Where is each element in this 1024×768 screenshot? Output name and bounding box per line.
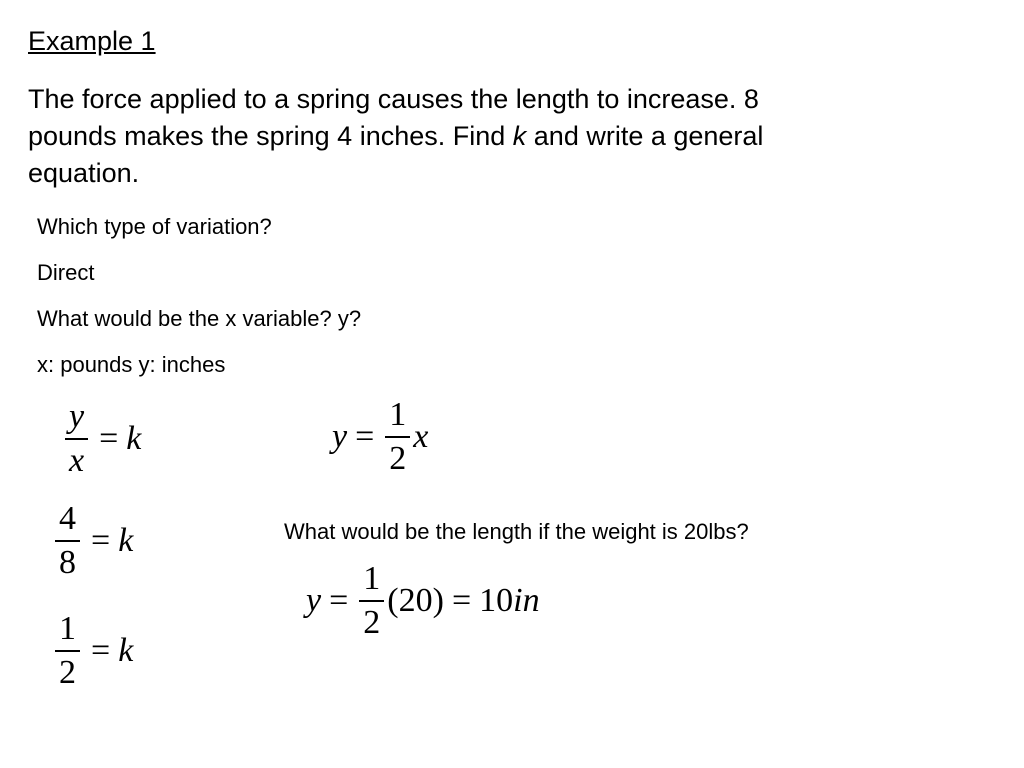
equals-sign: = xyxy=(91,632,111,669)
problem-line-2-end: and write a general xyxy=(526,121,764,151)
constant-k: k xyxy=(118,522,134,559)
fraction-one-half xyxy=(55,612,80,690)
equation-one-half-equals-k xyxy=(52,612,133,690)
question-variation-type: Which type of variation? xyxy=(37,214,272,239)
equation-y-equals-half-x xyxy=(332,398,428,476)
equation-four-eighths-equals-k xyxy=(52,502,133,580)
constant-k: k xyxy=(118,632,134,669)
fraction-one-half xyxy=(359,562,384,640)
problem-line-3: equation. xyxy=(28,158,140,188)
fraction-denominator: 2 xyxy=(59,654,76,691)
fraction-numerator: y xyxy=(69,398,85,435)
equals-sign: = xyxy=(329,582,349,619)
variable-x: x xyxy=(413,418,429,455)
fraction-denominator: 8 xyxy=(59,544,76,581)
question-length-at-20lbs: What would be the length if the weight is 20lbs? xyxy=(284,519,749,544)
problem-line-1: The force applied to a spring causes the length to increase. 8 xyxy=(28,84,759,114)
equation-length-result xyxy=(306,562,540,640)
variable-y: y xyxy=(332,418,348,455)
fraction-numerator: 1 xyxy=(389,396,407,433)
question-variables: What would be the x variable? y? xyxy=(37,306,362,331)
equals-sign: = xyxy=(99,420,119,457)
answer-variables: x: pounds y: inches xyxy=(37,352,226,377)
fraction-one-half xyxy=(385,398,410,476)
weight-value: (20) xyxy=(387,582,444,619)
equals-sign: = xyxy=(355,418,375,455)
fraction-denominator: x xyxy=(69,442,85,479)
problem-statement xyxy=(28,81,928,192)
fraction-four-eighths xyxy=(55,502,80,580)
equation-y-over-x-equals-k xyxy=(62,400,141,478)
answer-variation-type: Direct xyxy=(37,260,95,285)
constant-k: k xyxy=(126,420,142,457)
equals-sign: = xyxy=(91,522,111,559)
problem-line-2-start: pounds makes the spring 4 inches. Find xyxy=(28,121,513,151)
fraction-numerator: 4 xyxy=(59,500,76,537)
problem-line-2 xyxy=(28,118,928,155)
fraction-denominator: 2 xyxy=(363,604,381,641)
fraction-numerator: 1 xyxy=(363,560,381,597)
fraction-numerator: 1 xyxy=(59,610,76,647)
equals-sign: = xyxy=(451,582,472,619)
example-heading: Example 1 xyxy=(28,26,156,56)
length-unit: in xyxy=(513,582,540,619)
fraction-denominator: 2 xyxy=(389,440,407,477)
problem-k-variable: k xyxy=(512,121,527,151)
length-value: 10 xyxy=(479,582,514,619)
variable-y: y xyxy=(306,582,322,619)
fraction-y-over-x xyxy=(65,400,88,478)
